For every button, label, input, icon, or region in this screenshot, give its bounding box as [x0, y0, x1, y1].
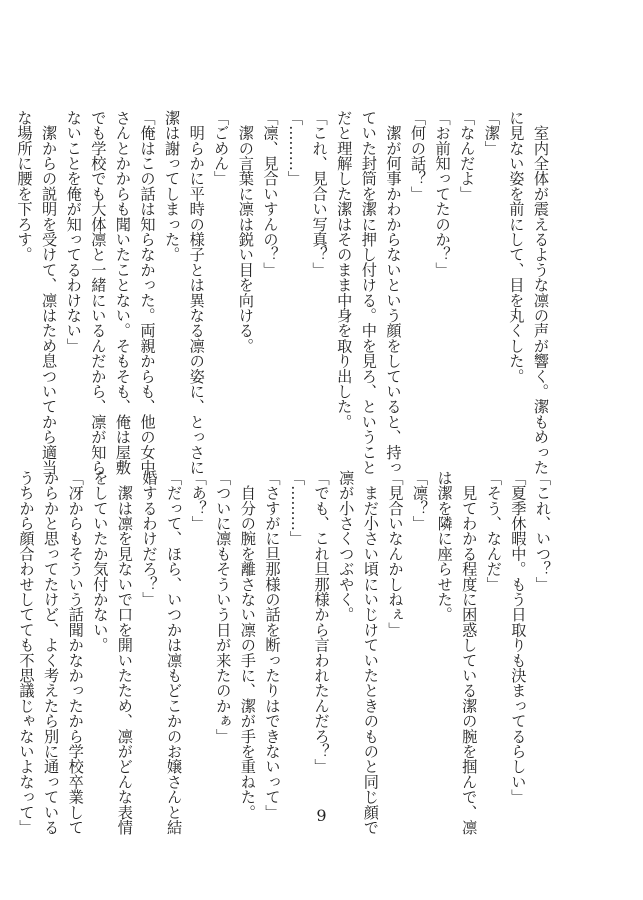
text-line: 「俺はこの話は知らなかった。両親からも、他の女中	[138, 110, 157, 475]
text-line: 潔からの説明を受けて、凛はため息ついてから適当	[40, 110, 59, 475]
text-line: 「凛、見合いすんの？」	[261, 110, 280, 278]
text-block-upper	[12, 110, 553, 480]
text-line: 明らかに平時の様子とは異なる凛の姿に、とっさに	[187, 110, 206, 475]
text-line: 室内全体が震えるような凛の声が響く。潔もめった	[532, 110, 550, 475]
text-line: 「冴からもそういう話聞かなかったから学校卒業して	[66, 470, 85, 835]
text-line: 「何の話？」	[409, 110, 428, 202]
text-line: 「これ、見合い写真？」	[310, 110, 329, 278]
text-line: 「………」	[286, 110, 305, 186]
text-line: ていた封筒を潔に押し付ける。中を見ろ、ということ	[359, 110, 378, 475]
text-line: 自分の腕を離さない凛の手に、潔が手を重ねた。	[238, 470, 257, 820]
text-line: からかと思ってたけど、よく考えたら別に通っている	[42, 470, 61, 835]
text-line: 「潔」	[482, 110, 501, 156]
text-line: 「なんだよ」	[458, 110, 477, 202]
text-line: 凛が小さくつぶやく。	[337, 470, 356, 622]
text-line: 「これ、いつ？」	[534, 470, 552, 592]
text-line: 婚するわけだろ？」	[140, 470, 159, 607]
text-line: に見ない姿を前にして、目を丸くした。	[507, 110, 526, 384]
text-line: 潔が何事かわからないという顔をしていると、持っ	[384, 110, 403, 475]
text-line: 「見合いなんかしねぇ」	[386, 470, 405, 638]
text-line: 「でも、これ旦那様から言われたんだろ？」	[312, 470, 331, 774]
text-block-lower	[14, 470, 555, 835]
text-line: な場所に腰を下ろす。	[15, 110, 34, 262]
text-line: 見てわかる程度に困惑している潔の腕を掴んで、凛	[460, 470, 479, 835]
text-line: は潔を隣に座らせた。	[435, 470, 454, 622]
text-line: 「さすがに旦那様の話を断ったりはできないって」	[263, 470, 282, 820]
text-line: でも学校でも大体凛と一緒にいるんだから、凛が知ら	[89, 110, 108, 475]
text-line: 「ごめん」	[212, 110, 231, 186]
text-line: 「お前知ってたのか？」	[433, 110, 452, 278]
text-line: まだ小さい頃にいじけていたときのものと同じ顔で	[361, 470, 380, 835]
text-line: 「夏季休暇中。もう日取りも決まってるらしい」	[509, 470, 528, 805]
text-line: 潔の言葉に凛は鋭い目を向ける。	[236, 110, 255, 354]
text-line: さんとかからも聞いたことない。そもそも、俺は屋敷	[113, 110, 132, 475]
text-line: 潔は謝ってしまった。	[163, 110, 182, 262]
text-line: 「ついに凛もそういう日が来たのかぁ」	[214, 470, 233, 744]
text-line: 「凛？」	[411, 470, 430, 531]
text-line: をしていたか気付かない。	[91, 470, 110, 653]
text-line: 潔は凛を見ないで口を開いたため、凛がどんな表情	[115, 470, 134, 835]
text-line: 「そう、なんだ」	[484, 470, 503, 592]
text-line: 「………」	[288, 470, 307, 546]
text-line: 「あ？」	[189, 470, 208, 531]
text-line: うちから顔合わせしてても不思議じゃないよなって」	[17, 470, 36, 835]
text-line: だと理解した潔はそのまま中身を取り出した。	[335, 110, 354, 430]
text-line: 「だって、ほら、いつかは凛もどこかのお嬢さんと結	[165, 470, 184, 835]
page-number: 9	[316, 806, 327, 825]
text-line: ないことを俺が知ってるわけない」	[64, 110, 83, 354]
